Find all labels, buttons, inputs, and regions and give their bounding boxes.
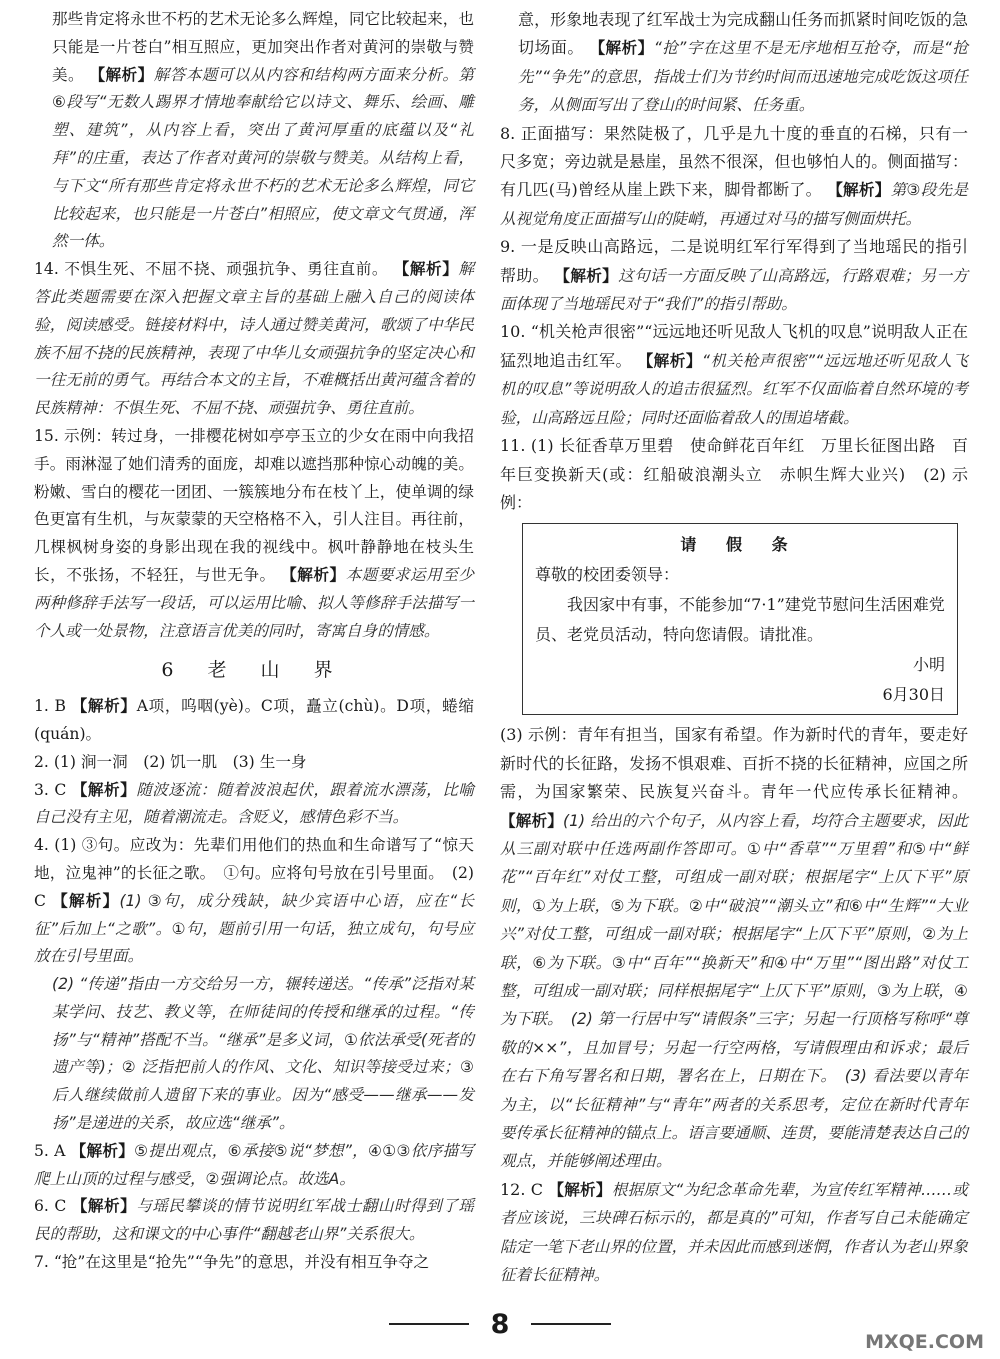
analysis-text: 解答此类题需要在深入把握文章主旨的基础上融入自己的阅读体验，阅读感受。链接材料中，诗人通过赞美黄河，歌颂了中华民族不屈不挠的民族精神，表现了中华儿女顽强抗争的坚定决心和一往无前的勇气。再结合本文的主旨，不难概括出黄河蕴含着的民族精神：不惧生死、不屈不挠、顽强抗争、勇往直前。 <box>34 260 474 418</box>
answer-text: 11. (1) 长征香草万里碧 使命鲜花百年红 万里长征图出路 百年巨变换新天(或：红船破浪潮头立 赤帜生辉大业兴) (2) 示例： <box>500 436 968 512</box>
analysis-tag: 【解析】 <box>637 351 702 370</box>
answer-text: 15. 示例：转过身，一排樱花树如亭亭玉立的少女在雨中向我招手。雨淋湿了她们清秀的面庞，却难以遮挡那种惊心动魄的美。粉嫩、雪白的樱花一团团、一簇簇地分布在枝丫上，使单调的绿色更富有生机，与灰蒙蒙的天空格格不入，引人注目。再往前，几棵枫树身姿的身影出现在我的视线中。枫叶静静地在枝头生长，不张扬，不轻狂，与世无争。 <box>34 426 474 584</box>
analysis-tag: 【解析】 <box>554 266 619 285</box>
item-12 <box>500 1176 968 1290</box>
item-7 <box>34 1249 474 1277</box>
analysis-tag: 【解析】 <box>52 891 120 910</box>
section-title: 6 老 山 界 <box>161 659 347 682</box>
para-13-cont <box>34 6 474 256</box>
analysis-text: 这句话一方面反映了山高路远，行路艰难；另一方面体现了当地瑶民对于“我们”的指引帮助。 <box>500 266 968 314</box>
item-2 <box>34 749 474 777</box>
page-number: 8 <box>490 1308 510 1340</box>
analysis-tag: 【解析】 <box>500 811 563 830</box>
analysis-tag: 【解析】 <box>548 1180 612 1199</box>
note-title: 请 假 条 <box>680 535 800 555</box>
analysis-text: 解答本题可以从内容和结构两方面来分析。第⑥段写“无数人踢界才情地奉献给它以诗文、舞乐、绘画、雕塑、建筑”，从内容上看，突出了黄河厚重的底蕴以及“礼拜”的庄重，表达了作者对黄河的崇敬与赞美。从结构上看，与下文“所有那些肯定将永世不朽的艺术无论多么辉煌，同它比较起来，也只能是一片苍白”相照应，使文章文气贯通，浑然一体。 <box>52 65 474 251</box>
analysis-text: 随波逐流：随着波浪起伏，跟着流水漂荡，比喻自己没有主见，随着潮流走。含贬义，感情色彩不当。 <box>34 780 474 827</box>
answer-text: 1. B <box>34 697 66 716</box>
analysis-tag: 【解析】 <box>89 65 154 84</box>
answer-text: 4. (1) ③句。应改为：先辈们用他们的热血和生命谱写了“惊天地，泣鬼神”的长征之歌。 ①句。应将句号放在引号里面。 (2) C <box>34 836 474 910</box>
analysis-tag: 【解析】 <box>827 181 891 200</box>
item-11-part3 <box>500 721 968 1176</box>
analysis-text: “机关枪声很密”“远远地还听见敌人飞机的叹息”等说明敌人的追击很猛烈。红军不仅面临着自然环境的考验，山高路远且险；同时还面临着敌人的围追堵截。 <box>500 351 968 427</box>
item-10 <box>500 318 968 432</box>
item-6 <box>34 1193 474 1249</box>
analysis-text: A项，呜咽(yè)。C项，矗立(chù)。D项，蜷缩(quán)。 <box>34 697 474 743</box>
answer-text: 9. 一是反映山高路远，二是说明红军行军得到了当地瑶民的指引帮助。 <box>500 237 968 285</box>
page-footer <box>0 1306 1000 1342</box>
note-greeting: 尊敬的校团委领导： <box>535 565 680 585</box>
left-column <box>34 6 474 1277</box>
analysis-text: 根据原文“为纪念革命先辈，为宣传红军精神……或者应该说，三块碑石标示的，都是真的”可知，作者写自己未能确定陆定一笔下老山界的位置，并未因此而感到迷惘，作者认为老山界象征着长征精神。 <box>500 1180 968 1285</box>
right-column <box>500 6 968 1289</box>
item-8 <box>500 120 968 234</box>
item-7-cont <box>500 6 968 120</box>
analysis-text: 与瑶民攀谈的情节说明红军战士翻山时得到了瑶民的帮助，这和课文的中心事件“翻越老山界”关系很大。 <box>34 1197 474 1244</box>
answer-text: 那些肯定将永世不朽的艺术无论多么辉煌，同它比较起来，也只能是一片苍白”相互照应，更加突出作者对黄河的崇敬与赞美。 <box>52 10 474 84</box>
analysis-tag: 【解析】 <box>70 1141 135 1160</box>
analysis-text: 本题要求运用至少两种修辞手法写一段话，可以运用比喻、拟人等修辞手法描写一个人或一处景物，注意语言优美的同时，寄寓自身的情感。 <box>34 565 474 640</box>
analysis-text: ⑤提出观点，⑥承接⑤说“梦想”，④①③依序描写爬上山顶的过程与感受，②强调论点。故选A。 <box>34 1141 474 1188</box>
item-15 <box>34 423 474 645</box>
item-14 <box>34 256 474 423</box>
analysis-text: “抢”字在这里不是无序地相互抢夺，而是“抢先”“争先”的意思，指战士们为节约时间而迅速地完成吃饭这项任务，从侧面写出了登山的时间紧、任务重。 <box>518 39 968 115</box>
item-4-part2 <box>34 971 474 1138</box>
answer-text: (3) 示例：青年有担当，国家有希望。作为新时代的青年，要走好新时代的长征路，发扬不惧艰难、百折不挠的长征精神，应国之所需，为国家繁荣、民族复兴奋斗。青年一代应传承长征精神。 <box>500 725 968 802</box>
watermark: MXQE.COM <box>865 1331 984 1353</box>
item-4 <box>34 832 474 971</box>
answer-text: 6. C <box>34 1197 67 1216</box>
analysis-text: (1) ③句，成分残缺，缺少宾语中心语，应在“长征”后加上“之歌”。①句，题前引用一句话，独立成句，句号应放在引号里面。 <box>34 891 474 966</box>
answer-text: 14. 不惧生死、不屈不挠、顽强抗争、勇往直前。 <box>34 260 389 279</box>
note-body: 我因家中有事，不能参加“7·1”建党节慰问生活困难党员、老党员活动，特向您请假。请批准。 <box>535 595 945 645</box>
analysis-text: (2) “传递”指由一方交给另一方，辗转递送。“传承”泛指对某某学问、技艺、教义等，在师徒间的传授和继承的过程。“传扬”与“精神”搭配不当。“继承”是多义词，①依法承受(死者的遗产等)；② 泛指把前人的作风、文化、知识等接受过来；③ 后人继续做前人遗留下来的事业。因为“感受——继承——发扬”是递进的关系，故应选“继承”。 <box>52 975 474 1133</box>
answer-text: 7. “抢”在这里是“抢先”“争先”的意思，并没有相互争夺之 <box>34 1253 430 1272</box>
answer-text: 意，形象地表现了红军战士为完成翻山任务而抓紧时间吃饭的急切场面。 <box>518 10 968 58</box>
item-11 <box>500 432 968 517</box>
answer-text: 2. (1) 涧一洞 (2) 饥一肌 (3) 生一身 <box>34 752 307 771</box>
item-1 <box>34 693 474 749</box>
analysis-tag: 【解析】 <box>71 780 137 799</box>
analysis-tag: 【解析】 <box>71 697 137 716</box>
analysis-tag: 【解析】 <box>281 565 346 584</box>
answer-text: 12. C <box>500 1179 544 1199</box>
footer-rule-left <box>389 1323 469 1325</box>
answer-text: 5. A <box>34 1141 66 1160</box>
note-date: 6月30日 <box>882 685 945 705</box>
footer-rule-right <box>531 1323 611 1325</box>
analysis-tag: 【解析】 <box>589 39 654 58</box>
item-3 <box>34 777 474 833</box>
answer-text: 8. 正面描写：果然陡极了，几乎是九十度的垂直的石梯，只有一尺多宽；旁边就是悬崖，虽然不很深，但也够怕人的。侧面描写：有几匹(马)曾经从崖上跌下来，脚骨都断了。 <box>500 123 968 200</box>
item-9 <box>500 233 968 318</box>
analysis-text: (1) 给出的六个句子，从内容上看，均符合主题要求，因此从三副对联中任选两副作答即可。①中“香草”“万里碧”和⑤中“鲜花”“百年红”对仗工整，可组成一副对联；根据尾字“上仄下平”原则，①为上联，⑤为下联。②中“破浪”“潮头立”和⑥中“生辉”“大业兴”对仗工整，可组成一副对联；根据尾字“上仄下平”原则，②为上联，⑥为下联。③中“百年”“换新天”和④中“万里”“图出路”对仗工整，可组成一副对联；同样根据尾字“上仄下平”原则，③为上联，④为下联。 (2) 第一行居中写“请假条”三字；另起一行顶格写称呼“尊敬的××”，且加冒号；另起一行空两格，写请假理由和诉求；最后在右下角写署名和日期，署名在上，日期在下。 (3) 看法要以青年为主，以“长征精神”与“青年”两者的关系思考，定位在新时代青年要传承长征精神的锚点上。语言要通顺、连贯，要能清楚表达自己的观点，并能够阐述理由。 <box>500 811 968 1171</box>
leave-note-box <box>522 523 958 715</box>
analysis-text: 第③段先是从视觉角度正面描写山的陡峭，再通过对马的描写侧面烘托。 <box>500 181 968 228</box>
analysis-tag: 【解析】 <box>393 260 459 279</box>
answer-text: 10. “机关枪声很密”“远远地还听见敌人飞机的叹息”说明敌人正在猛烈地追击红军。 <box>500 322 968 370</box>
answer-text: 3. C <box>34 780 67 799</box>
analysis-tag: 【解析】 <box>71 1197 137 1216</box>
item-5 <box>34 1138 474 1194</box>
note-signature: 小明 <box>912 655 945 675</box>
